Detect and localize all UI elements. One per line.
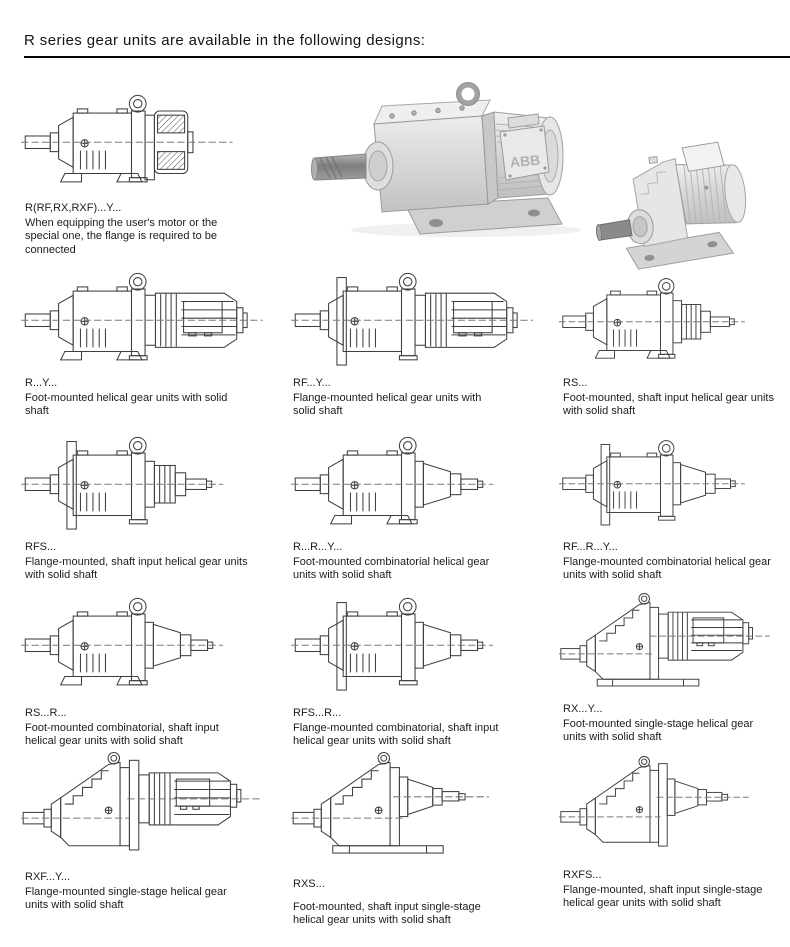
model-code: RXS... — [293, 878, 325, 890]
model-desc: Foot-mounted helical gear units with solid shaft — [25, 391, 228, 417]
model-desc: Flange-mounted helical gear units with solid shaft — [293, 391, 482, 417]
drawing-rs-r — [19, 589, 269, 698]
model-code: R...Y... — [25, 377, 58, 389]
caption-rxs — [293, 878, 511, 928]
model-desc: Flange-mounted single-stage helical gear units with solid shaft — [25, 885, 227, 911]
model-desc: Foot-mounted combinatorial, shaft input helical gear units with solid shaft — [25, 721, 219, 747]
bolt-hole — [528, 210, 540, 217]
drawing-rf-r-y — [557, 432, 787, 533]
model-desc: Flange-mounted, shaft input helical gear units with solid shaft — [25, 555, 248, 581]
caption-rs — [563, 377, 775, 419]
model-desc: Foot-mounted combinatorial helical gear units with solid shaft — [293, 555, 490, 581]
model-desc: Flange-mounted, shaft input single-stage helical gear units with solid shaft — [563, 883, 763, 909]
model-code: RXF...Y... — [25, 871, 71, 883]
page-title: R series gear units are available in the following designs: — [24, 32, 426, 49]
model-desc: Foot-mounted, shaft input single-stage helical gear units with solid shaft — [293, 900, 481, 926]
model-code: RF...Y... — [293, 377, 331, 389]
model-code: RF...R...Y... — [563, 541, 618, 553]
caption-rxfs — [563, 869, 763, 911]
model-desc: Foot-mounted single-stage helical gear units with solid shaft — [563, 717, 754, 743]
model-desc: Flange-mounted combinatorial, shaft input helical gear units with solid shaft — [293, 721, 499, 747]
drawing-rx-y — [557, 593, 787, 694]
caption-rf-y — [293, 377, 499, 419]
output-shaft — [598, 220, 633, 240]
bolt-hole — [429, 219, 443, 227]
caption-r-r-y — [293, 541, 513, 583]
model-desc: When equipping the user's motor or the special one, the flange is required to be connected — [25, 216, 218, 256]
drawing-rs — [557, 270, 787, 371]
caption-r-rf-rx-rxf-y — [25, 202, 240, 257]
model-code: RXFS... — [563, 869, 602, 881]
model-code: RFS... — [25, 541, 57, 553]
drawing-r-r-y — [289, 428, 539, 537]
caption-rfs — [25, 541, 250, 583]
drawing-rxfs — [557, 756, 787, 857]
caption-rfs-r — [293, 707, 505, 749]
drawing-rfs — [19, 428, 269, 537]
model-code: RFS...R... — [293, 707, 342, 719]
drawing-rxs — [289, 752, 539, 861]
lifting-eye — [459, 85, 477, 103]
drawing-r-y — [19, 264, 269, 373]
photo-gear-motor-small — [584, 130, 784, 278]
model-code: R(RF,RX,RXF)...Y... — [25, 202, 122, 214]
model-code: RS...R... — [25, 707, 67, 719]
caption-rxf-y — [25, 871, 250, 913]
motor-brand-text: ABB — [509, 151, 541, 171]
drawing-rf-y — [289, 264, 539, 373]
caption-r-y — [25, 377, 250, 419]
model-code: RX...Y... — [563, 703, 603, 715]
output-shaft — [314, 154, 366, 180]
model-code: RS... — [563, 377, 588, 389]
drawing-rfs-r — [289, 589, 539, 698]
model-desc: Flange-mounted combinatorial helical gear units with solid shaft — [563, 555, 771, 581]
caption-rf-r-y — [563, 541, 781, 583]
drawing-rxf-y — [19, 752, 269, 861]
model-code: R...R...Y... — [293, 541, 343, 553]
photo-gear-motor-large — [286, 66, 586, 240]
caption-rx-y — [563, 703, 777, 745]
model-desc: Foot-mounted, shaft input helical gear units with solid shaft — [563, 391, 774, 417]
drawing-flange-adapter-unit — [19, 86, 269, 195]
caption-rs-r — [25, 707, 250, 749]
title-rule — [24, 56, 790, 58]
